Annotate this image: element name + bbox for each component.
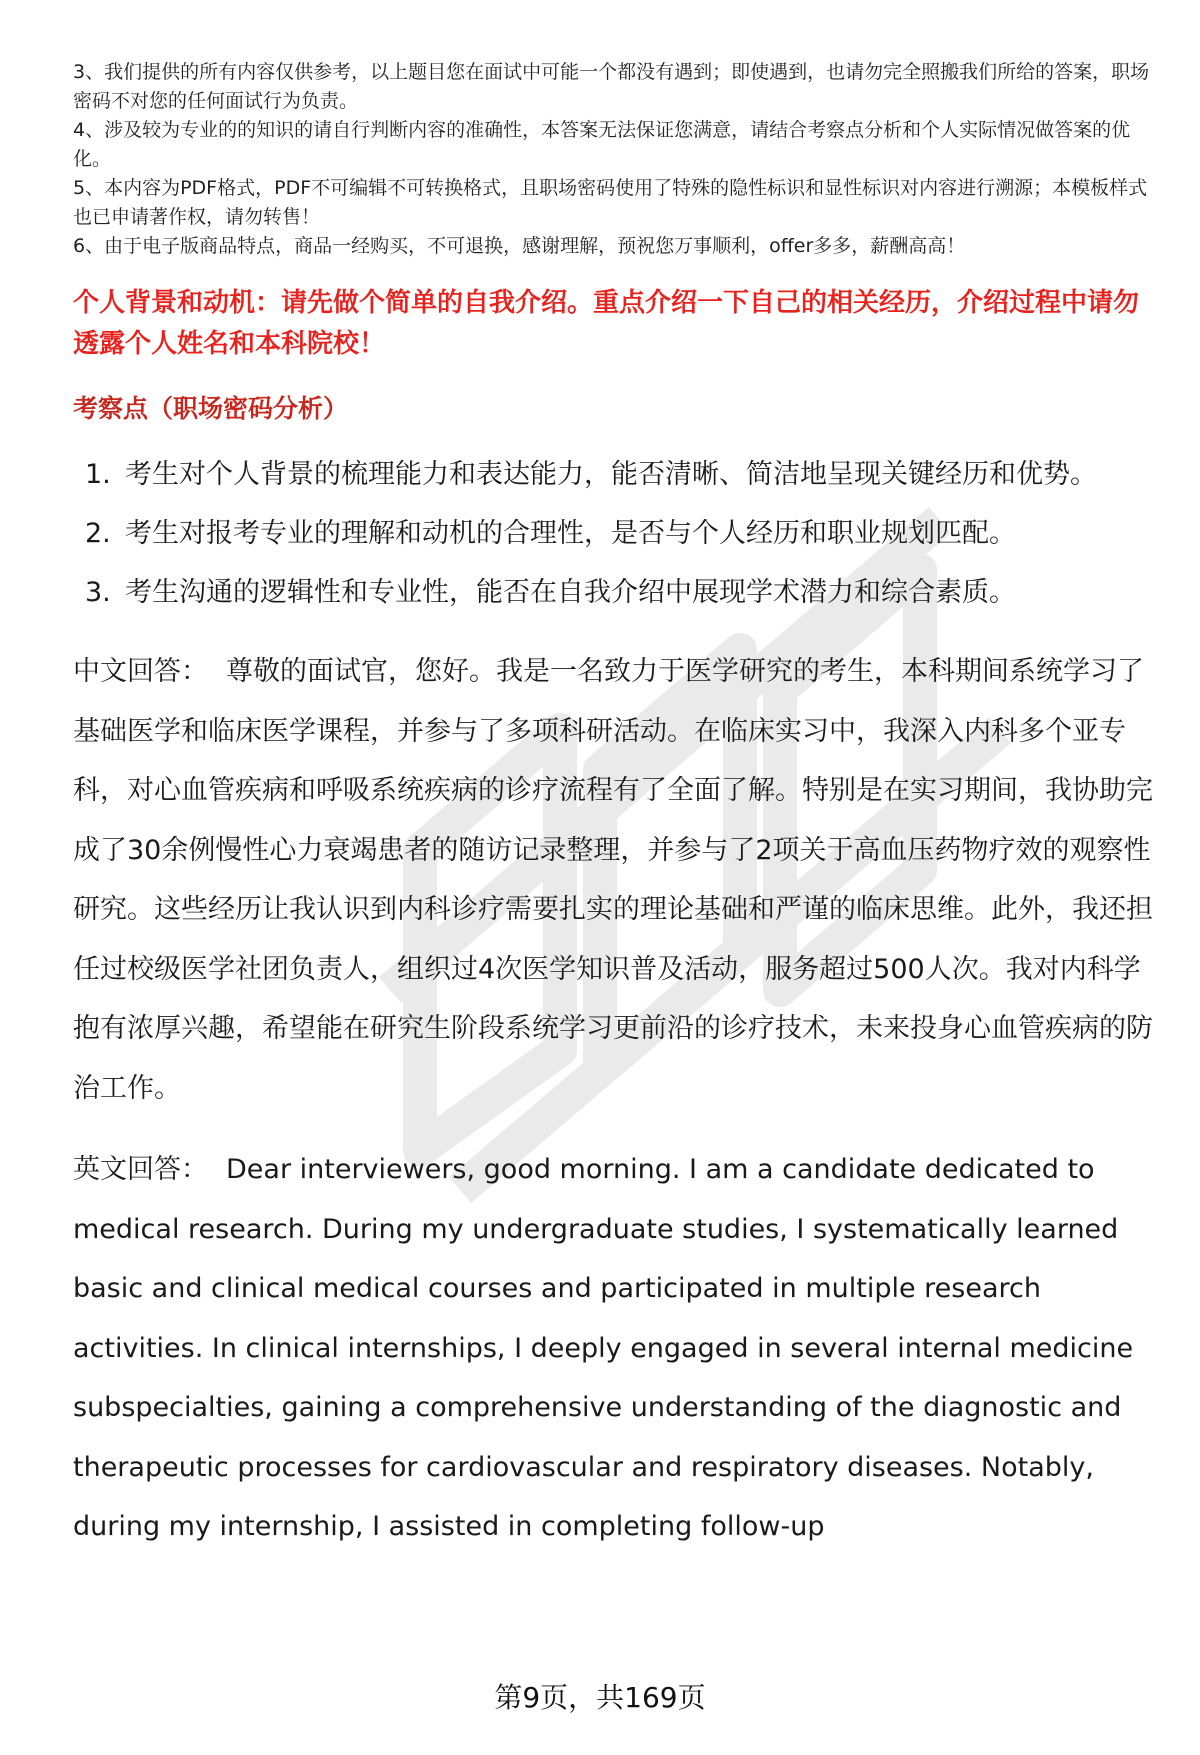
- list-item: [73, 445, 1153, 504]
- list-item-number: 1.: [85, 459, 111, 490]
- english-answer-label: 英文回答：: [73, 1154, 208, 1185]
- notice-item-3: 3、我们提供的所有内容仅供参考，以上题目您在面试中可能一个都没有遇到；即使遇到，也请勿完全照搬我们所给的答案，职场密码不对您的任何面试行为负责。: [73, 61, 1150, 112]
- list-item: [73, 563, 1153, 622]
- analysis-points-list: [73, 445, 1153, 622]
- interview-question: 个人背景和动机：请先做个简单的自我介绍。重点介绍一下自己的相关经历，介绍过程中请勿透露个人姓名和本科院校！: [73, 288, 1140, 359]
- list-item-number: 2.: [85, 518, 111, 549]
- list-item-text: 考生对报考专业的理解和动机的合理性，是否与个人经历和职业规划匹配。: [125, 518, 1016, 549]
- main-content: [73, 58, 1153, 1557]
- list-item-text: 考生沟通的逻辑性和专业性，能否在自我介绍中展现学术潜力和综合素质。: [125, 577, 1016, 608]
- list-item: [73, 504, 1153, 563]
- analysis-title: 考察点（职场密码分析）: [73, 394, 349, 423]
- notice-item-4: 4、涉及较为专业的的知识的请自行判断内容的准确性，本答案无法保证您满意，请结合考察点分析和个人实际情况做答案的优化。: [73, 119, 1131, 170]
- chinese-answer-text: 尊敬的面试官，您好。我是一名致力于医学研究的考生，本科期间系统学习了基础医学和临床医学课程，并参与了多项科研活动。在临床实习中，我深入内科多个亚专科，对心血管疾病和呼吸系统疾病的诊疗流程有了全面了解。特别是在实习期间，我协助完成了30余例慢性心力衰竭患者的随访记录整理，并参与了2项关于高血压药物疗效的观察性研究。这些经历让我认识到内科诊疗需要扎实的理论基础和严谨的临床思维。此外，我还担任过校级医学社团负责人，组织过4次医学知识普及活动，服务超过500人次。我对内科学抱有浓厚兴趣，希望能在研究生阶段系统学习更前沿的诊疗技术，未来投身心血管疾病的防治工作。: [73, 656, 1153, 1104]
- chinese-answer: [73, 642, 1153, 1118]
- notice-block: [73, 58, 1153, 261]
- list-item-text: 考生对个人背景的梳理能力和表达能力，能否清晰、简洁地呈现关键经历和优势。: [125, 459, 1097, 490]
- list-item-number: 3.: [85, 577, 111, 608]
- page-number: 第9页，共169页: [494, 1681, 706, 1714]
- english-answer-text: Dear interviewers, good morning. I am a candidate dedicated to medical research. During my undergraduate studies, I systematically learned basic and clinical medical courses and participated in multiple research activities. In clinical internships, I deeply engaged in several internal medicine subspecialties, gaining a comprehensive understanding of the diagnostic and therapeutic processes for cardiovascular and respiratory diseases. Notably, during my internship, I assisted in completing follow-up: [73, 1154, 1134, 1542]
- notice-item-6: 6、由于电子版商品特点，商品一经购买，不可退换，感谢理解，预祝您万事顺利，offer多多，薪酬高高！: [73, 235, 966, 257]
- notice-item-5: 5、本内容为PDF格式，PDF不可编辑不可转换格式，且职场密码使用了特殊的隐性标识和显性标识对内容进行溯源；本模板样式也已申请著作权，请勿转售！: [73, 177, 1148, 228]
- chinese-answer-label: 中文回答：: [73, 656, 208, 687]
- english-answer: [73, 1140, 1153, 1557]
